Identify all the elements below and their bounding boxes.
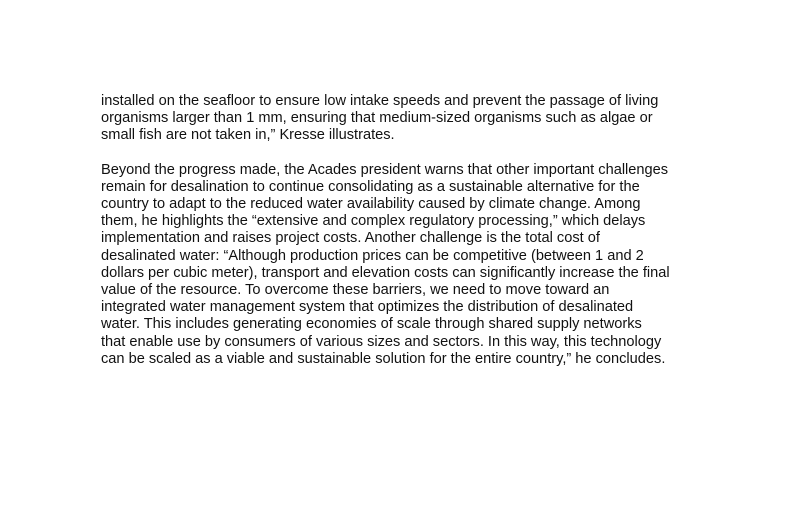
paragraph-line: can be scaled as a viable and sustainable solution for the entire country,” he concludes. — [101, 350, 666, 367]
paragraph-line: Beyond the progress made, the Acades president warns that other important challenges — [101, 161, 669, 178]
paragraph-line: water. This includes generating economies of scale through shared supply networks — [101, 316, 642, 333]
paragraph-line: small fish are not taken in,” Kresse illustrates. — [101, 127, 395, 144]
paragraph-1 — [101, 93, 711, 145]
paragraph-line: integrated water management system that optimizes the distribution of desalinated — [101, 299, 634, 316]
paragraph-line: implementation and raises project costs. Another challenge is the total cost of — [101, 230, 600, 247]
paragraph-line: country to adapt to the reduced water availability caused by climate change. Among — [101, 196, 641, 213]
paragraph-line: remain for desalination to continue consolidating as a sustainable alternative for the — [101, 178, 640, 195]
paragraph-line: dollars per cubic meter), transport and elevation costs can significantly increase the final — [101, 264, 670, 281]
paragraph-line: desalinated water: “Although production prices can be competitive (between 1 and 2 — [101, 247, 644, 264]
paragraph-line: organisms larger than 1 mm, ensuring that medium-sized organisms such as algae or — [101, 110, 653, 127]
article-body — [101, 93, 711, 368]
paragraph-line: them, he highlights the “extensive and complex regulatory processing,” which delays — [101, 213, 646, 230]
paragraph-line: that enable use by consumers of various sizes and sectors. In this way, this technology — [101, 333, 662, 350]
paragraph-line: installed on the seafloor to ensure low intake speeds and prevent the passage of living — [101, 93, 659, 109]
paragraph-spacer — [101, 145, 711, 162]
paragraph-line: value of the resource. To overcome these barriers, we need to move toward an — [101, 282, 610, 299]
paragraph-2 — [101, 162, 711, 368]
